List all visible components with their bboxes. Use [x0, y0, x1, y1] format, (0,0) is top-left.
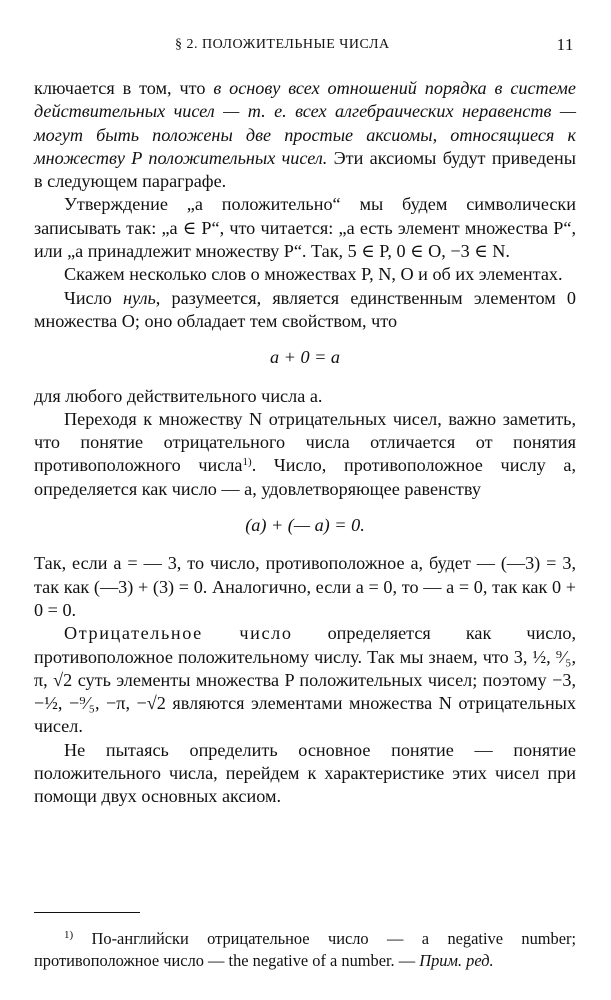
paragraph-3: Скажем несколько слов о множествах P, N, O и об их элементах.	[64, 264, 563, 285]
paragraph-2: Утверждение „a положительно“ мы будем символически записывать так: „a ∈ P“, что читается: „a есть элемент множества P“, или „a принадлежит множеству P“. Так, 5 ∈ P, 0 ∈ O, −3 ∈ N.	[34, 194, 576, 262]
body-text	[34, 77, 576, 809]
paragraph-4: Число нуль, разумеется, является единственным элементом 0 множества O; оно обладает тем свойством, что	[34, 287, 576, 331]
page-number: 11	[556, 35, 574, 54]
footnote-divider	[34, 912, 140, 913]
paragraph-1: ключается в том, что в основу всех отношений порядка в системе действительных чисел — т. е. всех алгебраических неравенств — могут быть положены две простые аксиомы, относящиеся к множеству P положительных чисел. Эти аксиомы будут приведены в следующем параграфе.	[34, 78, 576, 192]
spaced-term: Отрицательное число	[64, 623, 293, 644]
footnote-reference[interactable]: 1)	[242, 456, 252, 469]
section-title: § 2. ПОЛОЖИТЕЛЬНЫЕ ЧИСЛА	[175, 37, 390, 52]
emphasis-text: в основу всех отношений порядка в системе действительных чисел — т. е. всех алгебраических неравенств — могут быть положены две простые аксиомы, относящиеся к множеству P положительных чисел.	[34, 78, 576, 168]
footnote-marker: 1)	[64, 929, 74, 941]
editor-note: Прим. ред.	[419, 951, 494, 970]
footnote-text: $^{1)}$ По-английски отрицательное число — a negative number; противоположное число — the negative of a number. — Прим. ред.	[34, 929, 576, 970]
running-head	[34, 33, 576, 57]
formula-opposite: (a) + (— a) = 0.	[245, 515, 365, 536]
emphasis-zero: нуль	[122, 287, 156, 308]
formula-identity: a + 0 = a	[269, 347, 340, 368]
paragraph-7: Так, если a = — 3, то число, противоположное a, будет — (—3) = 3, так как (—3) + (3) = 0. Аналогично, если a = 0, то — a = 0, так как 0 + 0 = 0.	[34, 553, 576, 620]
paragraph-8: Отрицательное число определяется как число, противоположное положительному числу. Так мы знаем, что 3, ½, ⁹⁄₅, π, √2 суть элементы множества P положительных чисел; поэтому −3, −½, −⁹⁄₅, −π, −√2 являются элементами множества N отрицательных чисел.	[34, 623, 576, 737]
footnote	[34, 928, 576, 972]
paragraph-6: Переходя к множеству N отрицательных чисел, важно заметить, что понятие отрицательного числа отличается от понятия противоположного числа$^{1)}$. Число, противоположное числу a, определяется как число — a, удовлетворяющее равенству	[34, 408, 576, 499]
paragraph-9: Не пытаясь определить основное понятие — понятие положительного числа, перейдем к характеристике этих чисел при помощи двух основных аксиом.	[34, 739, 576, 807]
paragraph-5: для любого действительного числа a.	[34, 385, 323, 406]
